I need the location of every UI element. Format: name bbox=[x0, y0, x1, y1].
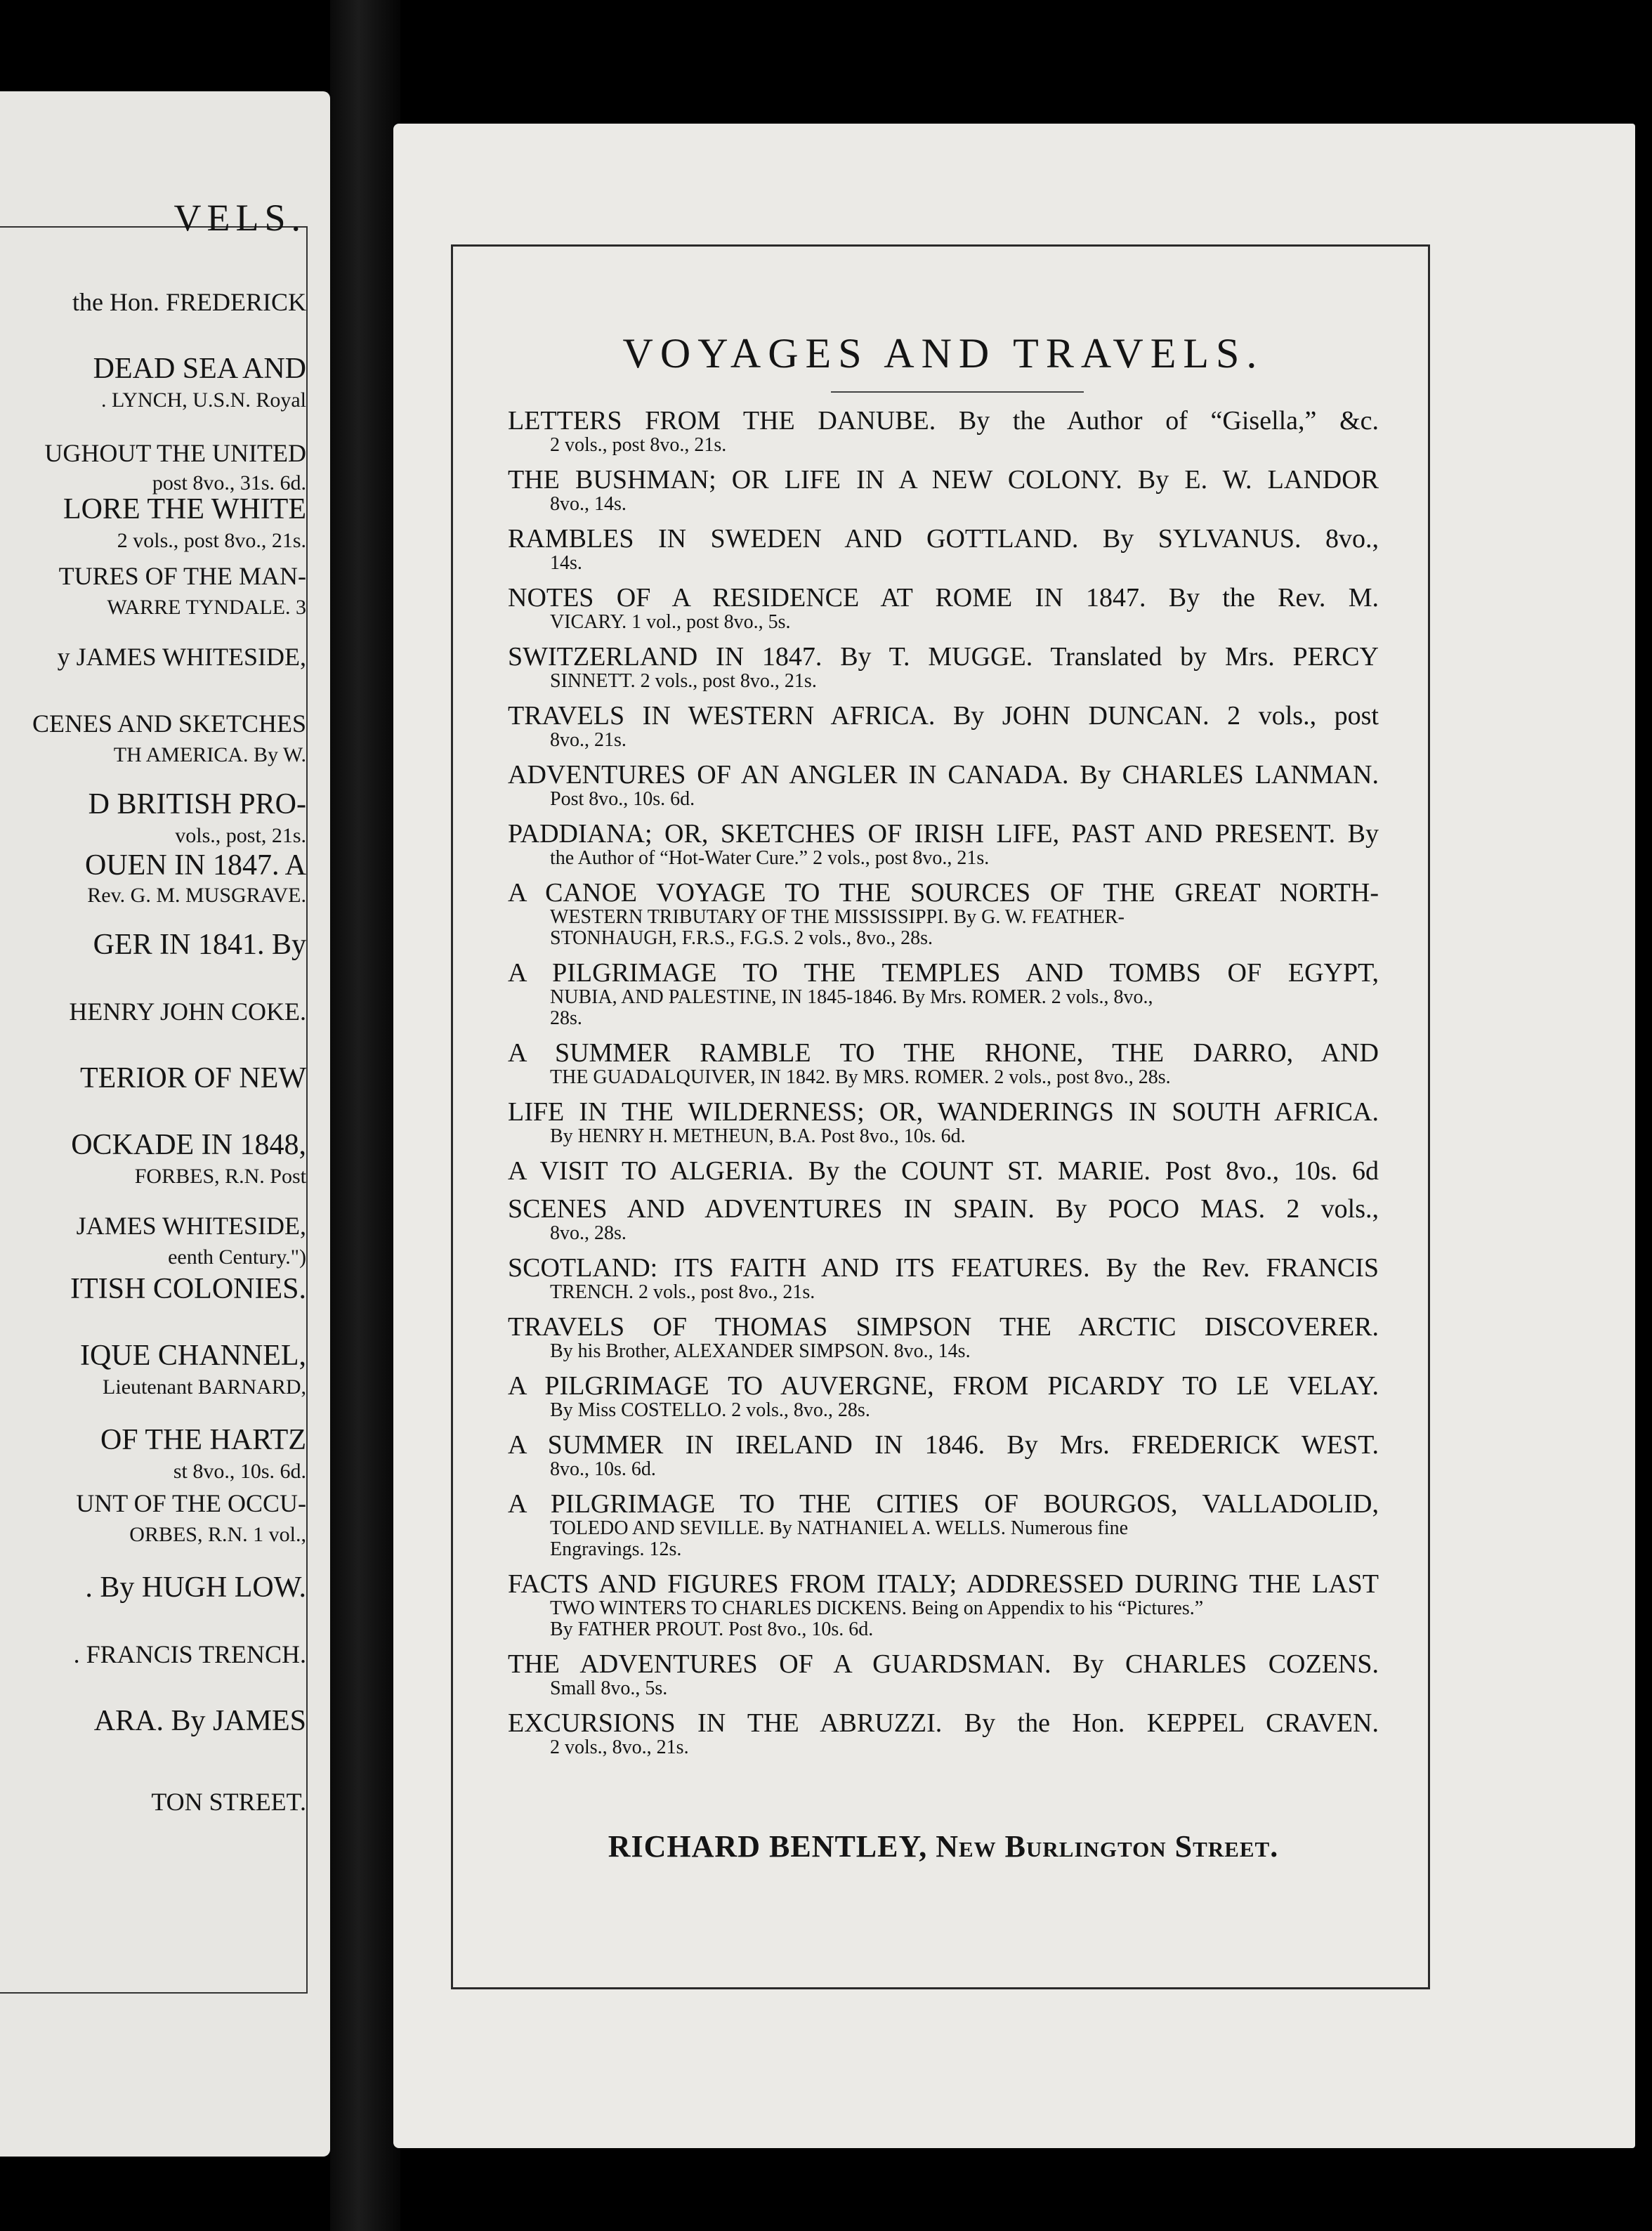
book-entry-title: TRAVELS IN WESTERN AFRICA. By JOHN DUNCAN. 2 vols., post bbox=[508, 701, 1379, 731]
left-page-line: HENRY JOHN COKE. bbox=[69, 997, 306, 1026]
book-entry-details: By Miss COSTELLO. 2 vols., 8vo., 28s. bbox=[550, 1399, 870, 1421]
book-entry-title: A PILGRIMAGE TO THE CITIES OF BOURGOS, VALLADOLID, bbox=[508, 1489, 1379, 1519]
book-entry-title: A CANOE VOYAGE TO THE SOURCES OF THE GREAT NORTH- bbox=[508, 878, 1379, 908]
book-entry-details-continued: 28s. bbox=[550, 1007, 582, 1029]
left-page-line: . LYNCH, U.S.N. Royal bbox=[100, 388, 306, 412]
left-page-line: vols., post, 21s. bbox=[175, 824, 306, 847]
book-entry-title: LIFE IN THE WILDERNESS; OR, WANDERINGS IN SOUTH AFRICA. bbox=[508, 1097, 1379, 1127]
book-entry-details: WESTERN TRIBUTARY OF THE MISSISSIPPI. By G. W. FEATHER- bbox=[550, 906, 1125, 928]
book-entry-title: A PILGRIMAGE TO AUVERGNE, FROM PICARDY TO LE VELAY. bbox=[508, 1371, 1379, 1401]
book-entry-title: RAMBLES IN SWEDEN AND GOTTLAND. By SYLVANUS. 8vo., bbox=[508, 524, 1379, 554]
page-frame bbox=[451, 244, 1430, 1989]
left-page-line: UNT OF THE OCCU- bbox=[76, 1489, 306, 1517]
page-title: VOYAGES AND TRAVELS. bbox=[622, 330, 1264, 377]
book-entry-title: TRAVELS OF THOMAS SIMPSON THE ARCTIC DISCOVERER. bbox=[508, 1312, 1379, 1342]
book-entry-details: 8vo., 14s. bbox=[550, 493, 627, 515]
book-entry-details: 8vo., 28s. bbox=[550, 1222, 627, 1244]
book-entry-title: A SUMMER RAMBLE TO THE RHONE, THE DARRO, AND bbox=[508, 1038, 1379, 1068]
book-entry-details: 8vo., 21s. bbox=[550, 729, 627, 751]
left-page-line: DEAD SEA AND bbox=[93, 353, 306, 385]
left-page-line: TON STREET. bbox=[151, 1788, 306, 1816]
book-entry-details: NUBIA, AND PALESTINE, IN 1845-1846. By Mrs. ROMER. 2 vols., 8vo., bbox=[550, 986, 1153, 1008]
left-page-line: OCKADE IN 1848, bbox=[71, 1129, 306, 1161]
book-entry-details-continued: STONHAUGH, F.R.S., F.G.S. 2 vols., 8vo., 28s. bbox=[550, 927, 933, 949]
left-page-line: 2 vols., post 8vo., 21s. bbox=[117, 529, 306, 552]
left-page-line: eenth Century.") bbox=[168, 1245, 306, 1269]
book-entry-details: THE GUADALQUIVER, IN 1842. By MRS. ROMER. 2 vols., post 8vo., 28s. bbox=[550, 1066, 1171, 1088]
left-page-line: LORE THE WHITE bbox=[63, 493, 306, 525]
book-entry-details: TOLEDO AND SEVILLE. By NATHANIEL A. WELLS. Numerous fine bbox=[550, 1517, 1129, 1539]
book-entry-title: A PILGRIMAGE TO THE TEMPLES AND TOMBS OF EGYPT, bbox=[508, 958, 1379, 988]
left-page-line: OF THE HARTZ bbox=[100, 1424, 306, 1456]
book-entry-details: VICARY. 1 vol., post 8vo., 5s. bbox=[550, 611, 791, 633]
book-entry-details: 14s. bbox=[550, 552, 582, 574]
book-entry bbox=[508, 820, 1379, 869]
book-entry-title: A SUMMER IN IRELAND IN 1846. By Mrs. FREDERICK WEST. bbox=[508, 1430, 1379, 1460]
left-page-line: ITISH COLONIES. bbox=[70, 1273, 306, 1305]
left-page-line: D BRITISH PRO- bbox=[88, 788, 306, 820]
book-entry-details: By his Brother, ALEXANDER SIMPSON. 8vo., 14s. bbox=[550, 1340, 971, 1362]
left-page-line: GER IN 1841. By bbox=[93, 929, 306, 961]
left-page-line: ORBES, R.N. 1 vol., bbox=[129, 1523, 306, 1546]
book-entry bbox=[508, 584, 1379, 633]
book-entry-title: A VISIT TO ALGERIA. By the COUNT ST. MARIE. Post 8vo., 10s. 6d bbox=[508, 1156, 1379, 1186]
book-entry bbox=[508, 643, 1379, 692]
book-spine bbox=[330, 0, 400, 2231]
right-page bbox=[393, 124, 1635, 2148]
book-entry-title: ADVENTURES OF AN ANGLER IN CANADA. By CHARLES LANMAN. bbox=[508, 760, 1379, 790]
left-page-line: TH AMERICA. By W. bbox=[113, 743, 306, 766]
book-entry-title: FACTS AND FIGURES FROM ITALY; ADDRESSED DURING THE LAST bbox=[508, 1569, 1379, 1599]
left-page-line: CENES AND SKETCHES bbox=[32, 709, 306, 738]
left-page-line: Lieutenant BARNARD, bbox=[103, 1375, 306, 1399]
book-entry bbox=[508, 1195, 1379, 1244]
book-entry-details: By HENRY H. METHEUN, B.A. Post 8vo., 10s. 6d. bbox=[550, 1125, 966, 1147]
book-entry-details: TRENCH. 2 vols., post 8vo., 21s. bbox=[550, 1281, 815, 1303]
book-entry-title: NOTES OF A RESIDENCE AT ROME IN 1847. By the Rev. M. bbox=[508, 583, 1379, 613]
book-entry bbox=[508, 879, 1379, 949]
book-entry-details-continued: By FATHER PROUT. Post 8vo., 10s. 6d. bbox=[550, 1618, 874, 1640]
left-page-line: JAMES WHITESIDE, bbox=[76, 1212, 306, 1240]
left-page-line: VELS. bbox=[173, 197, 306, 239]
book-entry-details: the Author of “Hot-Water Cure.” 2 vols., post 8vo., 21s. bbox=[550, 847, 990, 869]
left-page-line: TURES OF THE MAN- bbox=[58, 562, 306, 590]
book-entry-details: SINNETT. 2 vols., post 8vo., 21s. bbox=[550, 670, 817, 692]
book-entry bbox=[508, 466, 1379, 515]
book-entry-details-continued: Engravings. 12s. bbox=[550, 1538, 682, 1560]
left-page-line: the Hon. FREDERICK bbox=[72, 288, 306, 316]
left-page-line: . FRANCIS TRENCH. bbox=[73, 1640, 306, 1668]
book-entry-details: Post 8vo., 10s. 6d. bbox=[550, 788, 695, 810]
book-entry bbox=[508, 761, 1379, 810]
book-entry bbox=[508, 1313, 1379, 1362]
book-entry-title: THE BUSHMAN; OR LIFE IN A NEW COLONY. By E. W. LANDOR bbox=[508, 465, 1379, 495]
publisher-address: New Burlington Street. bbox=[936, 1829, 1279, 1864]
book-entry bbox=[508, 1431, 1379, 1480]
book-list bbox=[508, 407, 1379, 1768]
book-entry bbox=[508, 407, 1379, 456]
book-entry-title: SWITZERLAND IN 1847. By T. MUGGE. Translated by Mrs. PERCY bbox=[508, 642, 1379, 672]
book-entry bbox=[508, 959, 1379, 1029]
book-entry bbox=[508, 1709, 1379, 1758]
left-page-line: WARRE TYNDALE. 3 bbox=[107, 596, 306, 619]
left-page-line: OUEN IN 1847. A bbox=[85, 849, 306, 882]
publisher-name: RICHARD BENTLEY, bbox=[608, 1829, 928, 1864]
book-entry bbox=[508, 1372, 1379, 1421]
book-entry-details: 2 vols., 8vo., 21s. bbox=[550, 1736, 689, 1758]
book-entry bbox=[508, 1570, 1379, 1640]
book-entry bbox=[508, 1490, 1379, 1560]
left-page-line: . By HUGH LOW. bbox=[85, 1571, 306, 1604]
book-entry-title: LETTERS FROM THE DANUBE. By the Author of “Gisella,” &c. bbox=[508, 406, 1379, 436]
book-entry-title: SCENES AND ADVENTURES IN SPAIN. By POCO MAS. 2 vols., bbox=[508, 1194, 1379, 1224]
book-entry-title: SCOTLAND: ITS FAITH AND ITS FEATURES. By the Rev. FRANCIS bbox=[508, 1253, 1379, 1283]
left-page-line: st 8vo., 10s. 6d. bbox=[173, 1460, 306, 1483]
left-page-line: TERIOR OF NEW bbox=[80, 1062, 306, 1094]
book-entry bbox=[508, 1098, 1379, 1147]
book-entry bbox=[508, 1157, 1379, 1185]
book-entry-title: THE ADVENTURES OF A GUARDSMAN. By CHARLES COZENS. bbox=[508, 1649, 1379, 1679]
book-entry-details: Small 8vo., 5s. bbox=[550, 1677, 668, 1699]
book-entry-details: 2 vols., post 8vo., 21s. bbox=[550, 434, 727, 456]
book-entry-details: TWO WINTERS TO CHARLES DICKENS. Being on Appendix to his “Pictures.” bbox=[550, 1597, 1204, 1619]
book-entry bbox=[508, 702, 1379, 751]
title-rule bbox=[831, 391, 1084, 393]
left-page-line: IQUE CHANNEL, bbox=[80, 1340, 306, 1372]
book-entry-title: PADDIANA; OR, SKETCHES OF IRISH LIFE, PAST AND PRESENT. By bbox=[508, 819, 1379, 849]
publisher-footer bbox=[508, 1828, 1379, 1864]
left-page-line: post 8vo., 31s. 6d. bbox=[152, 471, 306, 495]
left-page-line: UGHOUT THE UNITED bbox=[44, 439, 306, 467]
left-page-line: ARA. By JAMES bbox=[93, 1705, 306, 1737]
book-entry bbox=[508, 1039, 1379, 1088]
book-entry bbox=[508, 1650, 1379, 1699]
book-entry bbox=[508, 525, 1379, 574]
left-page-line: Rev. G. M. MUSGRAVE. bbox=[87, 884, 306, 907]
book-entry-details: 8vo., 10s. 6d. bbox=[550, 1458, 656, 1480]
left-page-line: FORBES, R.N. Post bbox=[134, 1165, 306, 1188]
book-entry-title: EXCURSIONS IN THE ABRUZZI. By the Hon. KEPPEL CRAVEN. bbox=[508, 1708, 1379, 1738]
left-page bbox=[0, 91, 330, 2157]
book-entry bbox=[508, 1254, 1379, 1303]
left-page-line: y JAMES WHITESIDE, bbox=[57, 643, 306, 671]
